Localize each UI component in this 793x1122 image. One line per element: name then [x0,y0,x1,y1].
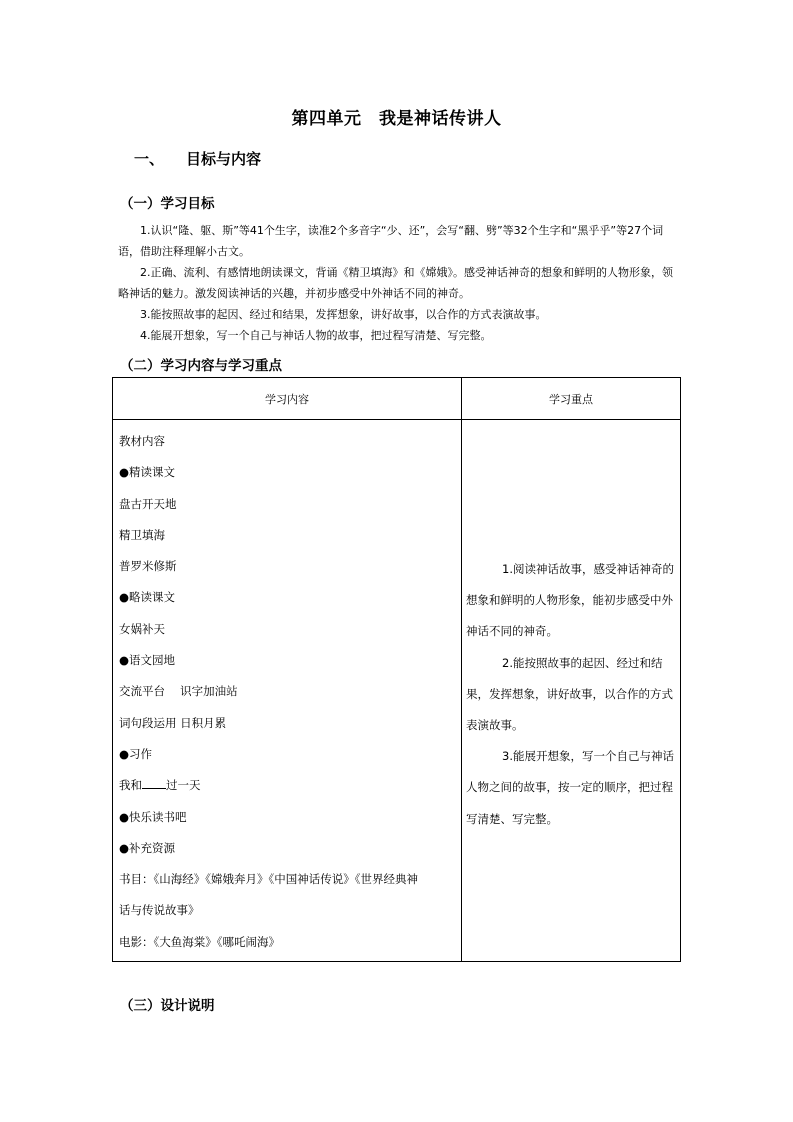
content-line: ●补充资源 [119,840,176,855]
design-notes-heading: （三）设计说明 [120,998,215,1014]
goal-item: 1.认识“隆、躯、斯”等41个生字，读准2个多音字“少、还”，会写“翻、劈”等32个生字和“黑乎乎”等27个词语，借助注释理解小古文。 [118,224,664,258]
content-line: 盘古开天地 [119,496,177,511]
table-header-row [113,378,681,420]
focus-item: 3.能展开想象，写一个自己与神话人物之间的故事，按一定的顺序，把过程写清楚、写完整。 [466,749,674,826]
content-line: 精卫填海 [119,527,165,542]
content-cell [113,420,462,962]
content-line: 书目：《山海经》《嫦娥奔月》《中国神话传说》《世界经典神 [119,872,418,887]
focus-cell [462,420,681,962]
content-line: ●快乐读书吧 [119,809,187,824]
content-line: ●精读课文 [119,465,176,480]
content-line: ●略读课文 [119,590,176,605]
header-focus: 学习重点 [462,378,681,420]
section-number: 一、 [134,150,165,168]
content-focus-heading: （二）学习内容与学习重点 [120,358,282,374]
goal-item: 3.能按照故事的起因、经过和结果，发挥想象，讲好故事，以合作的方式表演故事。 [140,308,547,321]
content-line: 教材内容 [119,434,165,448]
learning-goals-list [118,220,678,346]
learning-goals-heading: （一）学习目标 [120,196,215,212]
essay-suffix: 过一天 [166,778,201,793]
goal-item: 4.能展开想象，写一个自己与神话人物的故事，把过程写清楚、写完整。 [140,329,492,342]
content-line: 交流平台 识字加油站 [119,684,238,699]
content-line: 词句段运用 日积月累 [119,715,227,730]
document-title: 第四单元 我是神话传讲人 [291,109,502,129]
fill-in-blank [142,776,166,789]
table-body-row [113,420,681,962]
content-line: ●语文园地 [119,653,176,668]
content-line: ●习作 [119,746,153,761]
section-text: 目标与内容 [186,150,262,168]
content-line: 话与传说故事》 [119,903,200,918]
content-line: 女娲补天 [119,621,165,636]
content-line: 电影：《大鱼海棠》《哪吒闹海》 [119,934,280,949]
section-heading-goals-content [134,148,261,169]
header-content: 学习内容 [113,378,462,420]
content-line: 普罗米修斯 [119,559,177,574]
focus-item: 2.能按照故事的起因、经过和结果，发挥想象，讲好故事，以合作的方式表演故事。 [466,655,673,733]
content-line-essay [113,770,461,801]
goal-item: 2.正确、流利、有感情地朗读课文，背诵《精卫填海》和《嫦娥》。感受神话神奇的想象和鲜明的人物形象，领略神话的魅力。激发阅读神话的兴趣，并初步感受中外神话不同的神奇。 [118,266,673,300]
content-focus-table [112,377,681,962]
essay-prefix: 我和 [119,778,142,793]
focus-item: 1.阅读神话故事，感受神话神奇的想象和鲜明的人物形象，能初步感受中外神话不同的神奇。 [466,562,674,639]
